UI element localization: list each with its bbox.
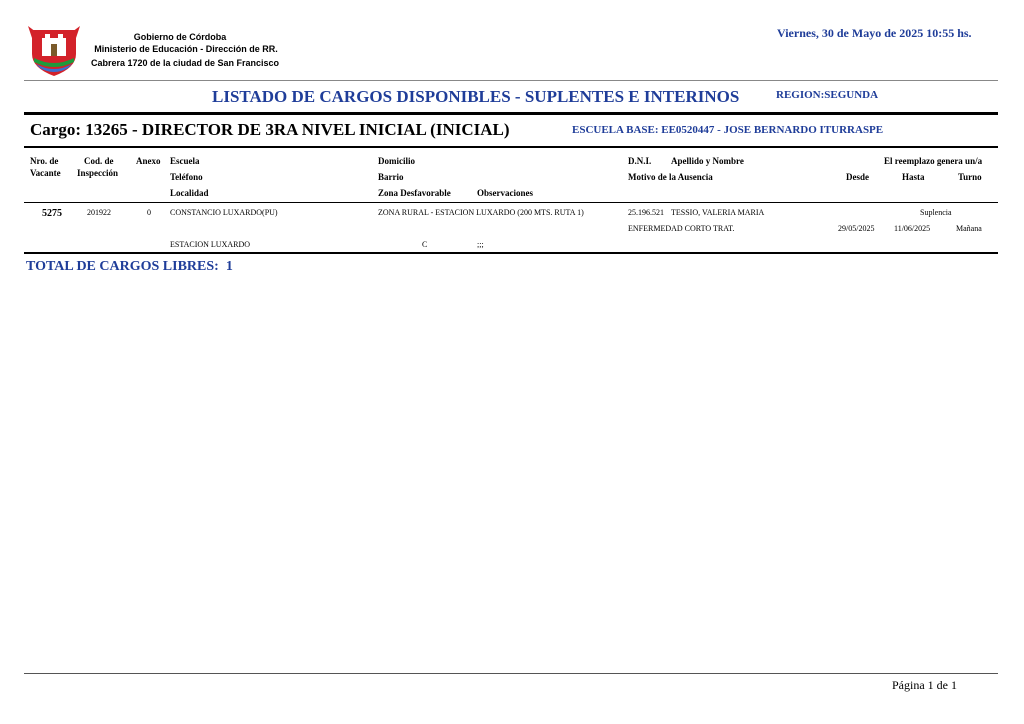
cell-genera: Suplencia [920, 208, 952, 217]
cargo-heading: Cargo: 13265 - DIRECTOR DE 3RA NIVEL INICIAL (INICIAL) [30, 120, 510, 139]
col-hasta: Hasta [902, 172, 925, 182]
cell-domicilio: ZONA RURAL - ESTACION LUXARDO (200 MTS. RUTA 1) [378, 208, 584, 217]
col-barrio: Barrio [378, 172, 404, 182]
page-number: Página 1 de 1 [892, 678, 957, 692]
top-divider [24, 80, 998, 81]
escuela-base: ESCUELA BASE: EE0520447 - JOSE BERNARDO ITURRASPE [572, 124, 884, 136]
col-zona: Zona Desfavorable [378, 188, 451, 198]
col-domicilio: Domicilio [378, 156, 415, 166]
cell-nombre: TESSIO, VALERIA MARIA [671, 208, 765, 217]
col-motivo: Motivo de la Ausencia [628, 172, 713, 182]
col-nro-a: Nro. de [30, 156, 59, 166]
header-address: Cabrera 1720 de la ciudad de San Francisco [90, 58, 280, 68]
cell-zona: C [422, 240, 428, 249]
col-observaciones: Observaciones [477, 188, 533, 198]
header-ministry: Ministerio de Educación - Dirección de RR. [94, 44, 278, 54]
col-anexo: Anexo [136, 156, 161, 166]
page-title: LISTADO DE CARGOS DISPONIBLES - SUPLENTES E INTERINOS [212, 87, 740, 106]
col-dni: D.N.I. [628, 156, 652, 166]
header-gov: Gobierno de Córdoba [133, 32, 227, 42]
cargo-divider [24, 146, 998, 148]
col-turno: Turno [958, 172, 982, 182]
col-nro-b: Vacante [30, 168, 61, 178]
col-reemplazo: El reemplazo genera un/a [884, 156, 983, 166]
cell-escuela: CONSTANCIO LUXARDO(PU) [170, 208, 278, 217]
cell-desde: 29/05/2025 [838, 224, 875, 233]
cell-turno: Mañana [956, 224, 982, 233]
col-escuela: Escuela [170, 156, 200, 166]
col-desde: Desde [846, 172, 869, 182]
col-cod-a: Cod. de [84, 156, 114, 166]
cell-cod: 201922 [87, 208, 111, 217]
cordoba-coat-of-arms-icon [28, 24, 80, 78]
header-datetime: Viernes, 30 de Mayo de 2025 10:55 hs. [777, 26, 972, 40]
col-cod-b: Inspección [77, 168, 119, 178]
col-telefono: Teléfono [170, 172, 203, 182]
row-divider [24, 252, 998, 254]
cell-anexo: 0 [147, 208, 151, 217]
title-divider [24, 112, 998, 115]
cell-localidad: ESTACION LUXARDO [170, 240, 251, 249]
footer-divider [24, 673, 998, 674]
header-divider [24, 202, 998, 203]
cell-motivo: ENFERMEDAD CORTO TRAT. [628, 224, 735, 233]
cell-dni: 25.196.521 [628, 208, 664, 217]
col-localidad: Localidad [170, 188, 209, 198]
cell-observaciones: ;;; [477, 240, 484, 249]
total-cargos: TOTAL DE CARGOS LIBRES: 1 [26, 259, 233, 274]
col-apellido: Apellido y Nombre [671, 156, 744, 166]
cell-hasta: 11/06/2025 [894, 224, 931, 233]
cell-nro: 5275 [42, 208, 62, 219]
region-label: REGION:SEGUNDA [776, 89, 879, 101]
